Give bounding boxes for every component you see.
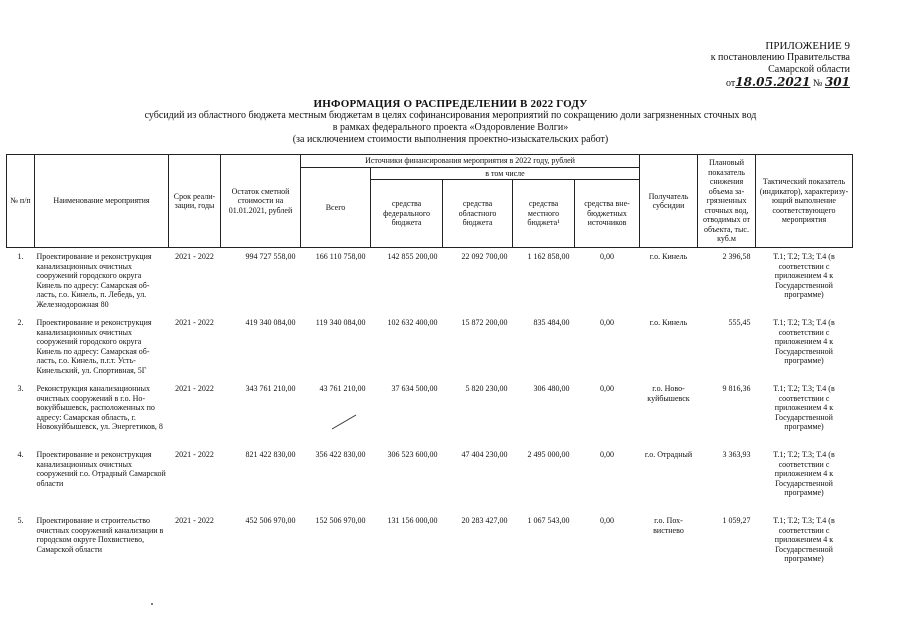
row-num: 5. [17,516,24,525]
document-title [0,98,901,146]
appendix-subtitle: к постановлению Правительства [710,52,850,63]
row-tactical: Т.1; Т.2; Т.3; Т.4 (в соответствии с приложением 4 к Государственной программе) [773,516,835,563]
row-term: 2021 - 2022 [175,252,214,261]
row-term: 2021 - 2022 [175,516,214,525]
header-remainder: Остаток сметной стоимости на 01.01.2021, рублей [221,155,301,248]
row-federal: 37 634 500,00 [391,384,438,393]
row-recipient: г.о. Кинель [649,252,688,261]
order-line [726,76,850,90]
header-total: Всего [301,167,371,248]
row-planned: 3 363,93 [722,450,751,459]
row-num: 2. [17,318,24,327]
row-term: 2021 - 2022 [175,384,214,393]
header-extra: средства внебюджетных источников [575,180,640,248]
row-recipient: г.о. Кинель [649,318,688,327]
row-name: Проектирование и реконструкция канализационных очистных сооружений городского округа Кинель по адресу: Самарская область, г.о. Кинель, п. Лебедь, ул. Железнодорожная 80 [36,252,152,309]
row-extra: 0,00 [600,318,614,327]
order-number-label: № [812,78,823,89]
row-remainder: 452 506 970,00 [245,516,296,525]
row-total: 356 422 830,00 [315,450,366,459]
row-recipient: г.о. Похвистнево [653,516,684,535]
row-num: 1. [17,252,24,261]
row-federal: 306 523 600,00 [387,450,438,459]
row-term: 2021 - 2022 [175,318,214,327]
appendix-title: ПРИЛОЖЕНИЕ 9 [765,40,850,52]
order-date: 18.05.2021 [735,75,811,89]
row-name: Проектирование и строительство очистных сооружений канализации в городском округе Похвистнево, Самарской области [36,516,164,554]
row-federal: 142 855 200,00 [387,252,438,261]
row-name: Проектирование и реконструкция канализационных очистных сооружений городского округа Кинель по адресу: Самарская область, г.о. Кинель, п.г.т. Усть-Кинельский, ул. Спортивная, 5Г [36,318,152,375]
row-regional: 22 092 700,00 [461,252,508,261]
row-extra: 0,00 [600,384,614,393]
row-tactical: Т.1; Т.2; Т.3; Т.4 (в соответствии с приложением 4 к Государственной программе) [773,318,835,365]
row-local: 2 495 000,00 [527,450,570,459]
handwritten-mark [330,413,358,431]
row-extra: 0,00 [600,516,614,525]
row-regional: 47 404 230,00 [461,450,508,459]
row-term: 2021 - 2022 [175,450,214,459]
table-row [7,382,853,448]
row-recipient: г.о. Отрадный [644,450,693,459]
table-row [7,514,853,580]
header-term: Срок реализации, годы [169,155,221,248]
row-planned: 9 816,36 [722,384,751,393]
table-row [7,316,853,382]
table-row [7,250,853,316]
row-tactical: Т.1; Т.2; Т.3; Т.4 (в соответствии с приложением 4 к Государственной программе) [773,384,835,431]
title-line3: в рамках федерального проекта «Оздоровление Волги» [332,122,569,133]
row-local: 1 162 858,00 [527,252,570,261]
row-planned: 555,45 [728,318,751,327]
row-total: 152 506 970,00 [315,516,366,525]
row-remainder: 994 727 558,00 [245,252,296,261]
row-regional: 15 872 200,00 [461,318,508,327]
row-remainder: 343 761 210,00 [245,384,296,393]
title-line4: (за исключением стоимости выполнения проектно-изыскательских работ) [292,134,609,145]
row-total: 119 340 084,00 [315,318,366,327]
row-planned: 2 396,58 [722,252,751,261]
row-remainder: 821 422 830,00 [245,450,296,459]
row-num: 4. [17,450,24,459]
row-tactical: Т.1; Т.2; Т.3; Т.4 (в соответствии с приложением 4 к Государственной программе) [773,252,835,299]
header-planned: Плановый показатель снижения объема загрязненных сточных вод, отводимых от объекта, тыс. куб.м [698,155,756,248]
header-sources: Источники финансирования мероприятия в 2022 году, рублей [301,155,640,168]
title-line2: субсидий из областного бюджета местным бюджетам в целях софинансирования мероприятий по сокращению доли загрязненных сточных вод [144,110,757,121]
distribution-table [6,154,853,580]
row-name: Реконструкция канализационных очистных сооружений в г.о. Новокуйбышевск, расположенных по адресу: Самарская область, г. Новокуйбышевск, ул. Энергетиков, 8 [36,384,163,431]
header-num: № п/п [7,155,35,248]
header-local: средства местного бюджета¹ [513,180,575,248]
row-remainder: 419 340 084,00 [245,318,296,327]
header-tactical: Тактический показатель (индикатор), характеризующий выполнение соответствующего мероприятия [756,155,853,248]
table-row [7,448,853,514]
header-federal: средства федерального бюджета [371,180,443,248]
order-number: 301 [824,75,850,89]
row-federal: 131 156 000,00 [387,516,438,525]
row-name: Проектирование и реконструкция канализационных очистных сооружений г.о. Отрадный Самарской области [36,450,166,488]
scan-dot [151,603,153,605]
title-main: ИНФОРМАЦИЯ О РАСПРЕДЕЛЕНИИ В 2022 ГОДУ [313,98,588,110]
row-tactical: Т.1; Т.2; Т.3; Т.4 (в соответствии с приложением 4 к Государственной программе) [773,450,835,497]
row-num: 3. [17,384,24,393]
row-extra: 0,00 [600,450,614,459]
appendix-block [600,40,850,90]
row-local: 306 480,00 [533,384,570,393]
order-from-label: от [725,78,736,89]
row-planned: 1 059,27 [722,516,751,525]
header-name: Наименование мероприятия [35,155,169,248]
row-extra: 0,00 [600,252,614,261]
row-total: 43 761 210,00 [319,384,366,393]
row-regional: 5 820 230,00 [465,384,508,393]
header-recipient: Получатель субсидии [640,155,698,248]
header-including: в том числе [371,167,640,180]
row-federal: 102 632 400,00 [387,318,438,327]
row-regional: 20 283 427,00 [461,516,508,525]
appendix-region: Самарской области [768,64,850,75]
row-local: 1 067 543,00 [527,516,570,525]
header-regional: средства областного бюджета [443,180,513,248]
row-total: 166 110 758,00 [315,252,366,261]
row-local: 835 484,00 [533,318,570,327]
row-recipient: г.о. Новокуйбышевск [647,384,690,403]
